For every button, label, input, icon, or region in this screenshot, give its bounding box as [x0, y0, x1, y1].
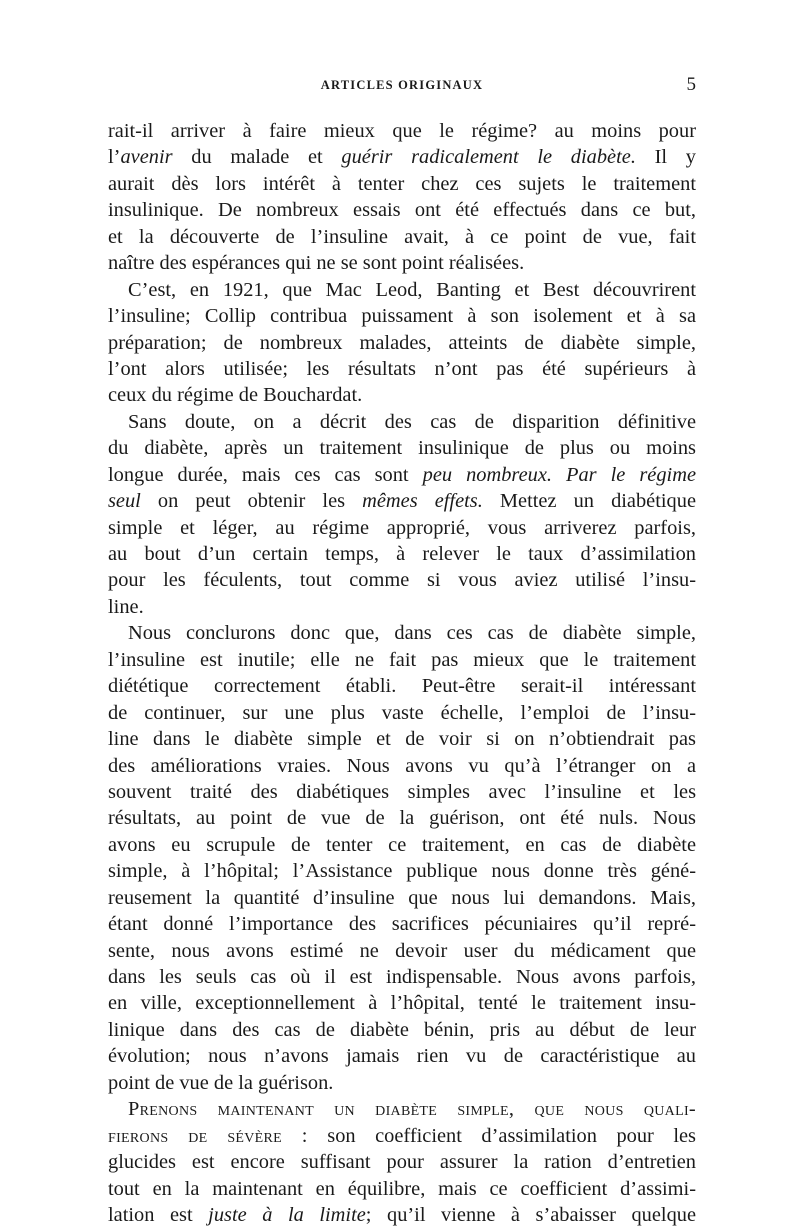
text-segment: diététique correctement établi. Peut-être serait-il intéressant: [108, 675, 696, 698]
text-segment: résultats, au point de vue de la guérison, ont été nuls. Nous: [108, 807, 696, 830]
text-line: [108, 858, 696, 884]
text-segment: en ville, exceptionnellement à l’hôpital, tenté le traitement insu-: [108, 992, 696, 1015]
text-segment: simple et léger, au régime approprié, vous arriverez parfois,: [108, 516, 696, 539]
text-segment: l’ont alors utilisée; les résultats n’ont pas été supérieurs à: [108, 357, 696, 380]
text-segment: line.: [108, 595, 144, 618]
text-line: [108, 673, 696, 699]
text-line: [108, 594, 696, 620]
text-segment: souvent traité des diabétiques simples avec l’insuline et les: [108, 780, 696, 803]
text-segment: dans les seuls cas où il est indispensable. Nous avons parfois,: [108, 966, 696, 988]
text-line: [108, 382, 696, 408]
text-line: [108, 118, 696, 144]
italic-text: seul: [108, 490, 141, 513]
text-segment: lation est: [108, 1203, 209, 1226]
small-caps-text: Prenons maintenant un diabète simple, que nous quali-: [128, 1098, 696, 1121]
text-segment: reusement la quantité d’insuline que nous lui demandons. Mais,: [108, 886, 696, 909]
text-line: [108, 1096, 696, 1122]
text-segment: l’insuline est inutile; elle ne fait pas mieux que le traitement: [108, 648, 696, 671]
text-line: [108, 1043, 696, 1069]
italic-text: guérir radicalement le diabète.: [341, 146, 636, 169]
text-line: [108, 541, 696, 567]
text-segment: point de vue de la guérison.: [108, 1071, 334, 1094]
text-line: [108, 1017, 696, 1043]
text-segment: du diabète, après un traitement insulinique de plus ou moins: [108, 437, 696, 460]
text-segment: naître des espérances qui ne se sont point réalisées.: [108, 252, 525, 275]
text-segment: longue durée, mais ces cas sont: [108, 463, 423, 486]
text-line: [108, 409, 696, 435]
text-line: [108, 1176, 696, 1202]
text-line: [108, 1070, 696, 1096]
text-line: [108, 515, 696, 541]
text-segment: au bout d’un certain temps, à relever le taux d’assimilation: [108, 543, 696, 565]
text-segment: son coefficient d’assimilation pour les: [307, 1124, 696, 1147]
text-segment: rait-il arriver à faire mieux que le régime? au moins pour: [108, 120, 696, 142]
text-segment: pour les féculents, tout comme si vous aviez utilisé l’insu-: [108, 569, 696, 592]
text-segment: l’insuline; Collip contribua puissament à son isolement et à sa: [108, 305, 696, 328]
text-segment: insulinique. De nombreux essais ont été effectués dans ce but,: [108, 199, 696, 222]
text-line: [108, 647, 696, 673]
text-line: [108, 356, 696, 382]
text-segment: C’est, en 1921, que Mac Leod, Banting et Best découvrirent: [128, 278, 696, 301]
text-segment: Nous conclurons donc que, dans ces cas de diabète simple,: [128, 622, 696, 645]
text-line: [108, 938, 696, 964]
text-line: [108, 1123, 696, 1149]
text-line: [108, 620, 696, 646]
italic-text: peu nombreux. Par le régime: [422, 463, 696, 486]
running-title: ARTICLES ORIGINAUX: [320, 78, 484, 92]
text-line: [108, 197, 696, 223]
text-line: [108, 144, 696, 170]
text-segment: et la découverte de l’insuline avait, à ce point de vue, fait: [108, 225, 696, 248]
text-segment: des améliorations vraies. Nous avons vu qu’à l’étranger on a: [108, 754, 696, 777]
text-segment: l’: [108, 146, 121, 169]
text-segment: préparation; de nombreux malades, atteints de diabète simple,: [108, 331, 696, 354]
small-caps-text: fierons de sévère :: [108, 1124, 308, 1147]
text-line: [108, 330, 696, 356]
text-line: [108, 488, 696, 514]
text-segment: ; qu’il vienne à s’abaisser quelque: [365, 1203, 696, 1226]
text-line: [108, 964, 696, 990]
text-segment: étant donné l’importance des sacrifices pécuniaires qu’il repré-: [108, 913, 696, 936]
text-segment: glucides est encore suffisant pour assurer la ration d’entretien: [108, 1151, 696, 1174]
body-text: [108, 118, 696, 1228]
text-segment: line dans le diabète simple et de voir si on n’obtiendrait pas: [108, 728, 696, 751]
text-line: [108, 303, 696, 329]
italic-text: juste à la limite: [208, 1203, 366, 1226]
text-line: [108, 1149, 696, 1175]
text-segment: Mettez un diabétique: [482, 490, 696, 513]
running-head: [108, 74, 696, 100]
text-line: [108, 832, 696, 858]
text-segment: Il y: [635, 146, 696, 169]
text-line: [108, 567, 696, 593]
text-line: [108, 805, 696, 831]
text-line: [108, 171, 696, 197]
italic-text: mêmes effets.: [362, 490, 483, 513]
text-line: [108, 700, 696, 726]
text-segment: on peut obtenir les: [140, 490, 363, 513]
page-number: 5: [686, 74, 696, 95]
text-segment: du malade et: [172, 146, 342, 169]
text-segment: simple, à l’hôpital; l’Assistance publique nous donne très géné-: [108, 860, 696, 883]
italic-text: avenir: [120, 146, 173, 169]
text-segment: Sans doute, on a décrit des cas de disparition définitive: [128, 410, 696, 433]
text-segment: ceux du régime de Bouchardat.: [108, 384, 363, 407]
text-line: [108, 753, 696, 779]
text-segment: tout en la maintenant en équilibre, mais ce coefficient d’assimi-: [108, 1177, 696, 1200]
text-line: [108, 462, 696, 488]
text-line: [108, 990, 696, 1016]
text-segment: avons eu scrupule de tenter ce traitement, en cas de diabète: [108, 833, 696, 856]
text-line: [108, 911, 696, 937]
text-line: [108, 435, 696, 461]
text-line: [108, 779, 696, 805]
text-line: [108, 1202, 696, 1228]
text-line: [108, 885, 696, 911]
text-segment: aurait dès lors intérêt à tenter chez ces sujets le traitement: [108, 172, 696, 195]
text-segment: évolution; nous n’avons jamais rien vu de caractéristique au: [108, 1045, 696, 1068]
text-line: [108, 250, 696, 276]
text-line: [108, 224, 696, 250]
text-line: [108, 726, 696, 752]
text-segment: de continuer, sur une plus vaste échelle, l’emploi de l’insu-: [108, 701, 696, 724]
text-line: [108, 277, 696, 303]
text-segment: sente, nous avons estimé ne devoir user du médicament que: [108, 939, 696, 962]
text-segment: linique dans des cas de diabète bénin, pris au début de leur: [108, 1018, 696, 1041]
